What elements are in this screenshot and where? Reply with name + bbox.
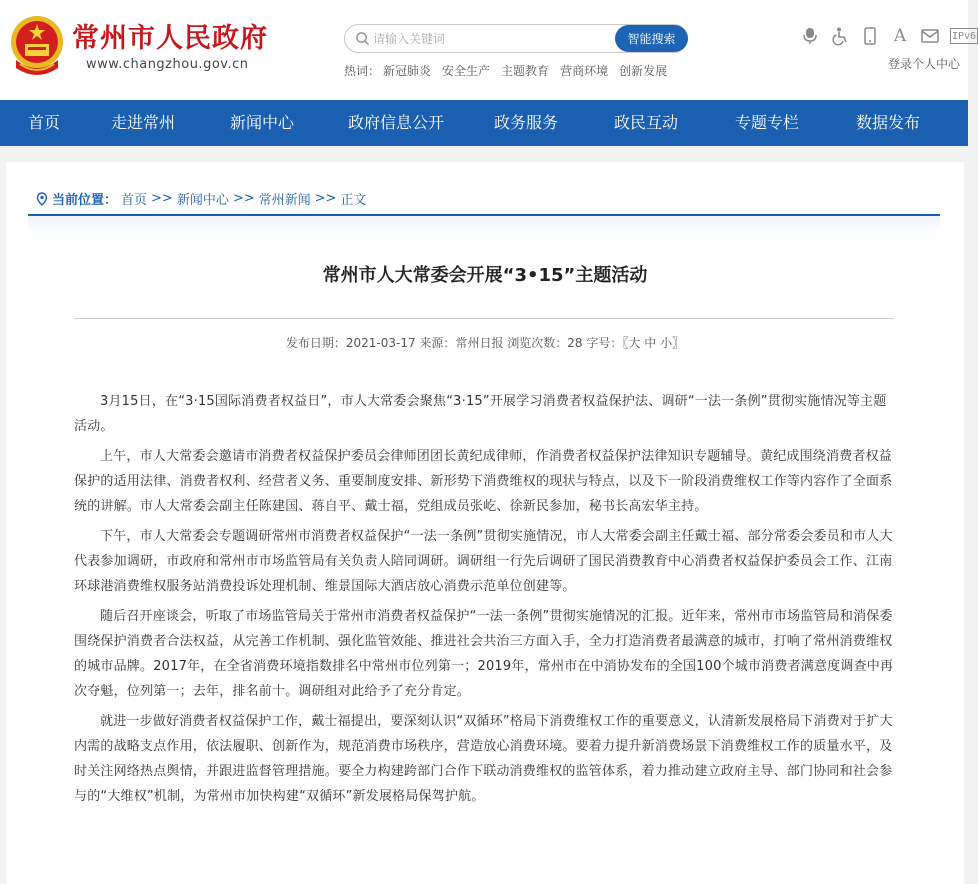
article-source: 常州日报 xyxy=(455,336,504,350)
publish-date: 2021-03-17 xyxy=(345,336,416,350)
font-size-bracket-open: 〖 xyxy=(622,336,629,350)
breadcrumb-separator: >> xyxy=(232,191,255,206)
font-size-icon[interactable]: A xyxy=(893,26,907,46)
nav-item-gov-info[interactable]: 政府信息公开 xyxy=(347,113,444,132)
hotword-link[interactable]: 主题教育 xyxy=(501,64,550,78)
hotword-link[interactable]: 新冠肺炎 xyxy=(383,64,432,78)
font-size-small-button[interactable]: 小 xyxy=(660,336,673,350)
search-box xyxy=(344,24,688,53)
breadcrumb-separator: >> xyxy=(151,191,173,206)
breadcrumb xyxy=(36,189,366,208)
source-label: 来源： xyxy=(419,336,456,350)
hotwords-label: 热词： xyxy=(344,64,381,78)
breadcrumb-news-center[interactable]: 新闻中心 xyxy=(176,193,229,208)
audio-icon[interactable] xyxy=(800,26,820,46)
article-paragraph: 下午，市人大常委会专题调研常州市消费者权益保护“一法一条例”贯彻实施情况，市人大常委会副主任戴士福、部分常委会委员和市人大代表参加调研，市政府和常州市市场监管局有关负责人陪同调研。调研组一行先后调研了国民消费教育中心消费者权益保护委员会工作、江南环球港消费维权服务站消费投诉处理机制、维景国际大酒店放心消费示范单位创建等。 xyxy=(74,529,893,594)
site-domain: www.changzhou.gov.cn xyxy=(86,57,249,72)
breadcrumb-shadow xyxy=(28,216,940,236)
search-icon xyxy=(355,31,370,46)
site-header xyxy=(0,0,977,100)
article-paragraph: 随后召开座谈会，听取了市场监管局关于常州市消费者权益保护“一法一条例”贯彻实施情况的汇报。近年来，常州市市场监管局和消保委围绕保护消费者合法权益，从完善工作机制、强化监管效能、推进社会共治三方面入手，全力打造消费者最满意的城市，打响了常州消费维权的城市品牌。2017年，在全省消费环境指数排名中常州市位列第一；2019年，常州市在中消协发布的全国100个城市消费者满意度调查中再次夺魁，位列第一；去年，排名前十。调研组对此给予了充分肯定。 xyxy=(74,609,894,699)
mail-icon[interactable] xyxy=(920,26,940,46)
hotword-link[interactable]: 安全生产 xyxy=(442,64,491,78)
main-nav xyxy=(0,100,968,146)
nav-item-gov-services[interactable]: 政务服务 xyxy=(493,113,558,132)
font-size-medium-button[interactable]: 中 xyxy=(644,336,657,350)
date-label: 发布日期： xyxy=(285,336,346,350)
breadcrumb-changzhou-news[interactable]: 常州新闻 xyxy=(258,193,311,208)
national-emblem-icon[interactable] xyxy=(8,10,66,80)
accessibility-icon[interactable] xyxy=(830,26,850,46)
article-card xyxy=(6,162,964,884)
article-paragraph: 就进一步做好消费者权益保护工作，戴士福提出，要深刻认识“双循环”格局下消费维权工作的重要意义，认清新发展格局下消费对于扩大内需的战略支点作用，依法履职、创新作为，规范消费市场秩序，营造放心消费环境。要着力提升新消费场景下消费维权工作的质量水平，及时关注网络热点舆情，并跟进监督管理措施。要全力构建跨部门合作下联动消费维权的监管体系，着力推动建立政府主导、部门协同和社会参与的“大维权”机制，为常州市加快构建“双循环”新发展格局保驾护航。 xyxy=(74,714,893,804)
views-label: 浏览次数： xyxy=(507,336,568,350)
font-size-label: 字号： xyxy=(586,336,623,350)
view-count: 28 xyxy=(567,336,583,350)
article-paragraph: 3月15日，在“3·15国际消费者权益日”，市人大常委会聚焦“3·15”开展学习消费者权益保护法、调研“一法一条例”贯彻实施情况等主题活动。 xyxy=(74,394,887,434)
site-title[interactable]: 常州市人民政府 xyxy=(72,23,268,54)
nav-item-about-changzhou[interactable]: 走进常州 xyxy=(110,113,175,132)
nav-item-special-topics[interactable]: 专题专栏 xyxy=(734,113,799,132)
title-divider xyxy=(74,318,894,319)
nav-item-home[interactable]: 首页 xyxy=(27,113,60,132)
breadcrumb-home[interactable]: 首页 xyxy=(121,193,148,208)
login-link[interactable]: 登录个人中心 xyxy=(888,57,961,71)
smart-search-button[interactable]: 智能搜索 xyxy=(615,25,688,52)
nav-item-interaction[interactable]: 政民互动 xyxy=(613,113,678,132)
search-input[interactable] xyxy=(373,27,603,50)
breadcrumb-separator: >> xyxy=(314,191,337,206)
hotwords-bar xyxy=(344,62,667,79)
article-meta xyxy=(6,334,964,351)
article-paragraph: 上午，市人大常委会邀请市消费者权益保护委员会律师团团长黄纪成律师，作消费者权益保护法律知识专题辅导。黄纪成围绕消费者权益保护的适用法律、消费者权利、经营者义务、重要制度安排、新形势下消费维权的现状与特点，以及下一阶段消费维权工作等内容作了全面系统的讲解。市人大常委会副主任陈建国、蒋自平、戴士福，党组成员张屹、徐新民参加，秘书长高宏华主持。 xyxy=(74,449,893,514)
hotword-link[interactable]: 营商环境 xyxy=(560,64,609,78)
breadcrumb-label: 当前位置： xyxy=(52,193,118,208)
font-size-large-button[interactable]: 大 xyxy=(628,336,641,350)
font-size-bracket-close: 〗 xyxy=(672,336,685,350)
ipv6-icon[interactable]: IPv6 xyxy=(950,28,978,44)
hotword-link[interactable]: 创新发展 xyxy=(619,64,668,78)
toolbar xyxy=(800,26,978,46)
location-pin-icon xyxy=(36,192,48,206)
article-body xyxy=(74,389,896,814)
breadcrumb-current[interactable]: 正文 xyxy=(340,193,367,208)
nav-item-news-center[interactable]: 新闻中心 xyxy=(229,113,294,132)
nav-item-data-release[interactable]: 数据发布 xyxy=(855,113,920,132)
article-title: 常州市人大常委会开展“3•15”主题活动 xyxy=(322,265,648,286)
mobile-icon[interactable] xyxy=(860,26,880,46)
